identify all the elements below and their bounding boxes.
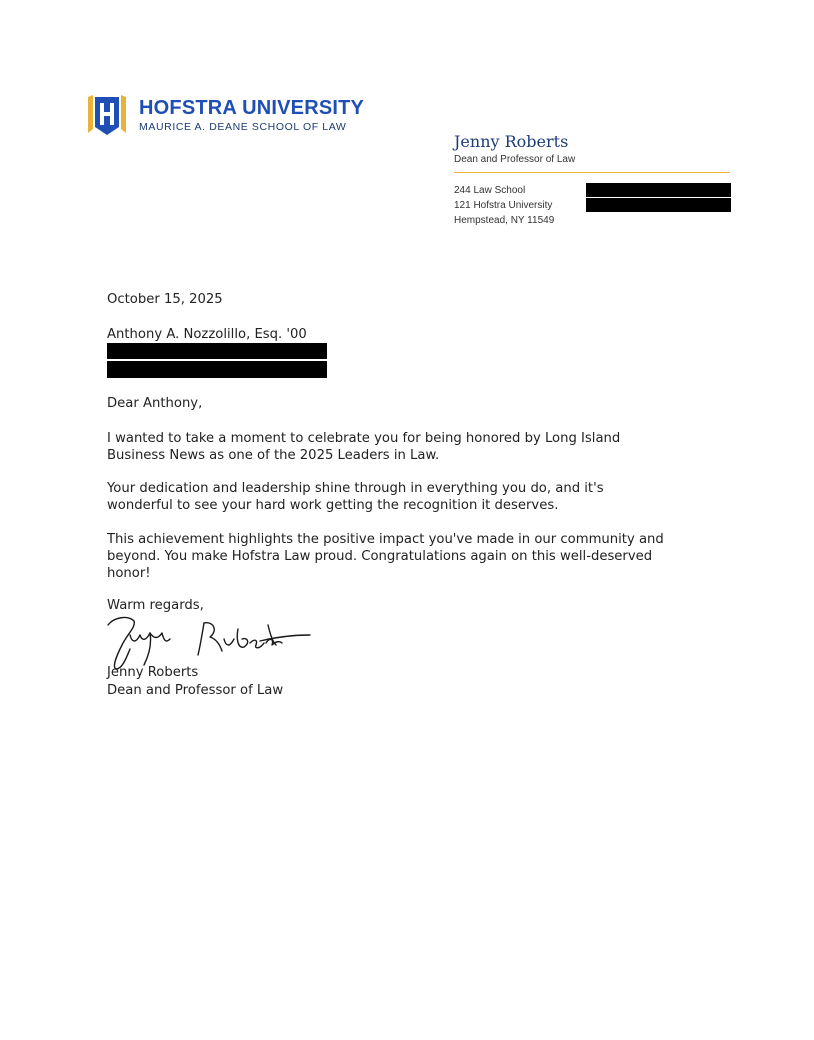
university-name: HOFSTRA UNIVERSITY	[139, 97, 365, 119]
university-logo	[87, 93, 387, 139]
paragraph-line: Your dedication and leadership shine through in everything you do, and it's	[107, 481, 604, 496]
address-line: 244 Law School	[454, 185, 526, 196]
sender-address	[454, 183, 554, 228]
redaction-bar	[586, 198, 731, 212]
header-divider	[454, 172, 730, 173]
dean-header	[454, 132, 730, 173]
redaction-bar	[107, 361, 327, 378]
paragraph-line: This achievement highlights the positive impact you've made in our community and	[107, 532, 664, 547]
recipient-name: Anthony A. Nozzolillo, Esq. '00	[107, 327, 307, 342]
paragraph-line: I wanted to take a moment to celebrate you for being honored by Long Island	[107, 431, 621, 446]
signer-name: Jenny Roberts	[107, 665, 199, 680]
paragraph-line: beyond. You make Hofstra Law proud. Congratulations again on this well-deserved	[107, 549, 653, 564]
letter-date: October 15, 2025	[107, 292, 223, 307]
redaction-bar	[586, 183, 731, 197]
paragraph-line: honor!	[107, 566, 151, 581]
closing: Warm regards,	[107, 598, 204, 613]
school-name: MAURICE A. DEANE SCHOOL OF LAW	[139, 121, 347, 133]
paragraph-line: wonderful to see your hard work getting the recognition it deserves.	[107, 498, 559, 513]
signer-title: Dean and Professor of Law	[107, 683, 284, 698]
hofstra-shield-logo-icon	[87, 93, 127, 137]
address-line: Hempstead, NY 11549	[454, 215, 555, 226]
salutation: Dear Anthony,	[107, 396, 203, 411]
dean-name: Jenny Roberts	[454, 132, 569, 151]
address-line: 121 Hofstra University	[454, 200, 553, 211]
redaction-bar	[107, 343, 327, 359]
paragraph-line: Business News as one of the 2025 Leaders in Law.	[107, 448, 440, 463]
dean-title: Dean and Professor of Law	[454, 154, 576, 165]
